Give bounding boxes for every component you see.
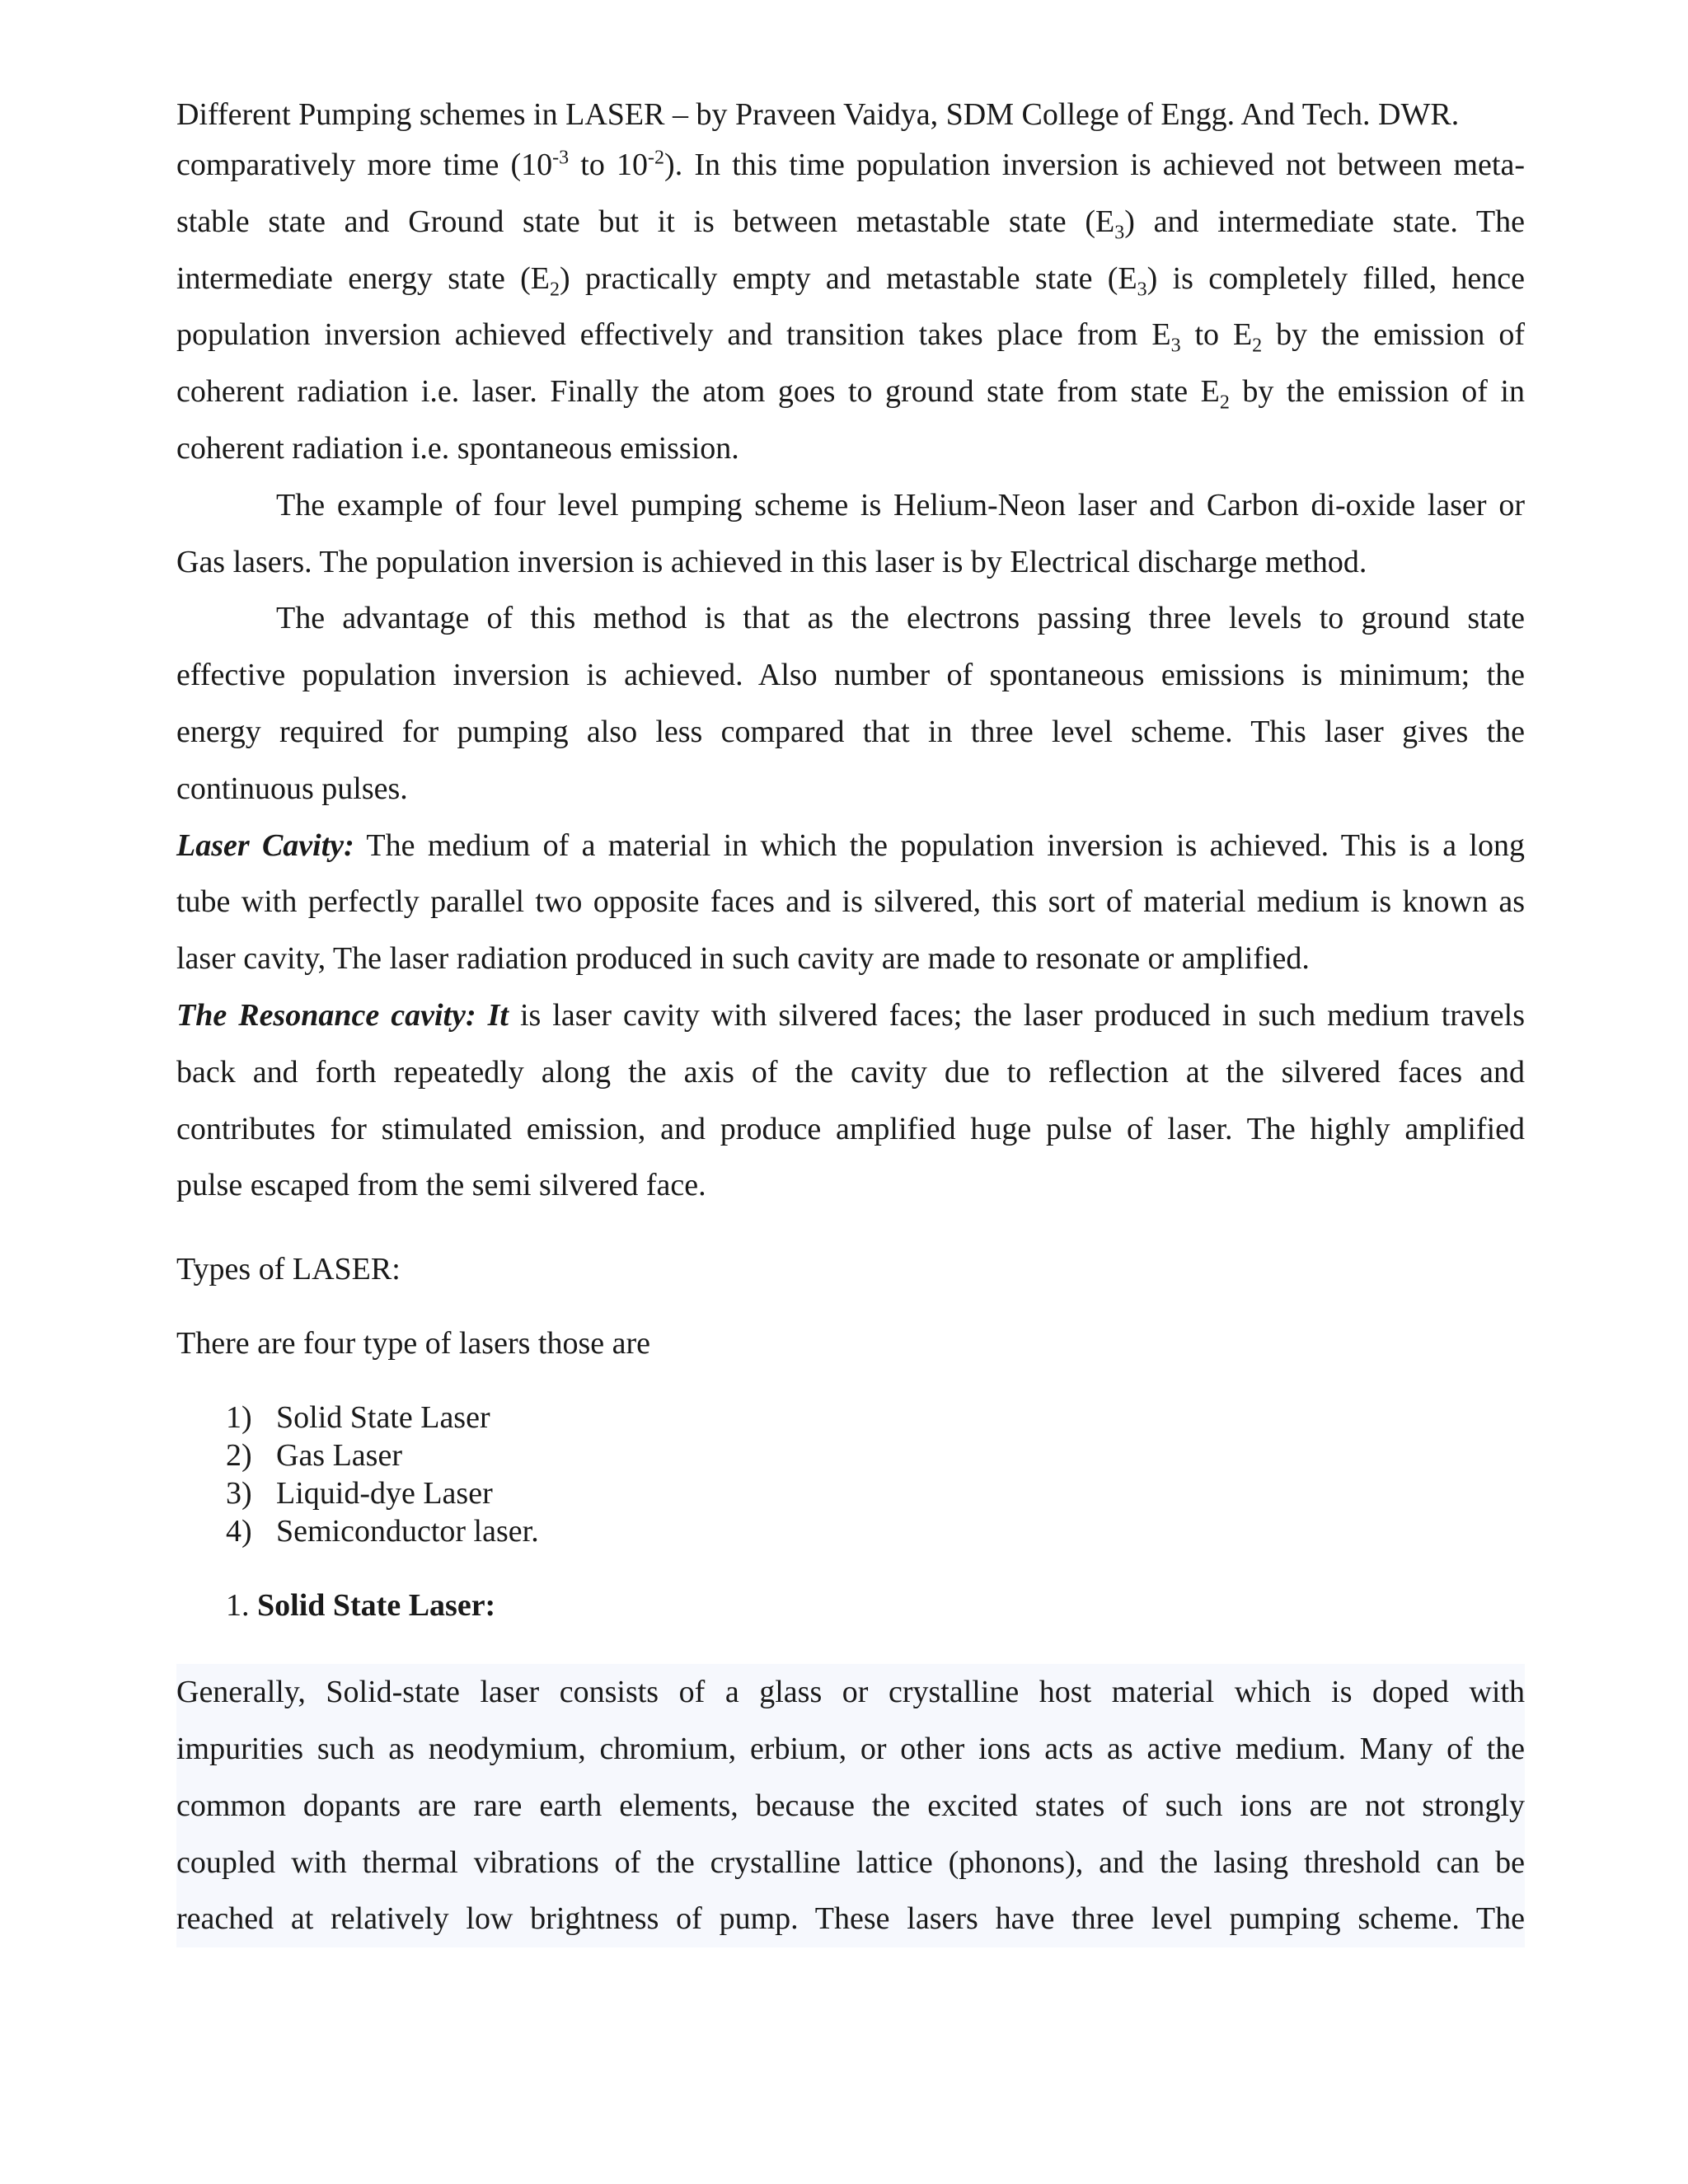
text-line: The Resonance cavity: It is laser cavity with silvered faces; the laser produced in such medium travels xyxy=(176,997,1525,1033)
text-line: Gas lasers. The population inversion is achieved in this laser is by Electrical discharge method. xyxy=(176,544,1367,579)
term-resonance-cavity: The Resonance cavity: It xyxy=(176,997,509,1033)
text-line: effective population inversion is achieved. Also number of spontaneous emissions is minimum; the xyxy=(176,658,1525,693)
text-line: coherent radiation i.e. laser. Finally the atom goes to ground state from state $E_2$ by the emission of in xyxy=(176,374,1525,414)
running-header: Different Pumping schemes in LASER – by Praveen Vaidya, SDM College of Engg. And Tech. DWR. xyxy=(176,97,1460,132)
list-item: 1) Solid State Laser xyxy=(226,1400,490,1436)
types-heading: Types of LASER: xyxy=(176,1252,401,1287)
text-line: population inversion achieved effectively and transition takes place from $E_3$ to $E_2$ by the emission of xyxy=(176,317,1525,357)
document-page xyxy=(176,92,1525,1947)
laser-types-list xyxy=(226,1399,1525,1550)
text-line: impurities such as neodymium, chromium, erbium, or other ions acts as active medium. Many of the xyxy=(176,1731,1525,1766)
text-line: laser cavity, The laser radiation produced in such cavity are made to resonate or amplified. xyxy=(176,941,1310,977)
text-line: Laser Cavity: The medium of a material in which the population inversion is achieved. This is a long xyxy=(176,827,1525,863)
text-line: back and forth repeatedly along the axis of the cavity due to reflection at the silvered faces and xyxy=(176,1054,1525,1090)
paragraph-four-level-continuation xyxy=(176,137,1525,477)
text-line: stable state and Ground state but it is between metastable state $(E_3)$ and intermediate state. The xyxy=(176,204,1525,244)
text-line: The example of four level pumping scheme is Helium-Neon laser and Carbon di-oxide laser or xyxy=(276,487,1525,523)
paragraph-laser-cavity xyxy=(176,818,1525,987)
paragraph-resonance-cavity xyxy=(176,987,1525,1214)
text-line: reached at relatively low brightness of pump. These lasers have three level pumping scheme. The xyxy=(176,1901,1525,1937)
text-line: common dopants are rare earth elements, because the excited states of such ions are not strongly xyxy=(176,1788,1525,1823)
types-intro: There are four type of lasers those are xyxy=(176,1326,650,1361)
list-item: 2) Gas Laser xyxy=(226,1438,402,1474)
paragraph-solid-state xyxy=(176,1664,1525,1947)
text-line: coupled with thermal vibrations of the crystalline lattice (phonons), and the lasing threshold can be xyxy=(176,1844,1525,1880)
text-line: coherent radiation i.e. spontaneous emission. xyxy=(176,430,739,466)
text-line: pulse escaped from the semi silvered face. xyxy=(176,1168,706,1203)
text-line: intermediate energy state $(E_2)$ practically empty and metastable state $(E_3)$ is completely filled, hence xyxy=(176,260,1525,301)
paragraph-advantage xyxy=(176,590,1525,817)
list-item: 3) Liquid-dye Laser xyxy=(226,1476,493,1511)
text-line: The advantage of this method is that as the electrons passing three levels to ground state xyxy=(276,601,1525,636)
term-laser-cavity: Laser Cavity: xyxy=(176,827,354,863)
section-heading-solid-state: 1. Solid State Laser: xyxy=(226,1588,496,1624)
text-line: continuous pulses. xyxy=(176,771,408,806)
text-line: contributes for stimulated emission, and produce amplified huge pulse of laser. The highly amplified xyxy=(176,1111,1525,1146)
list-item: 4) Semiconductor laser. xyxy=(226,1514,539,1549)
paragraph-four-level-example xyxy=(176,477,1525,591)
text-line: comparatively more time ($10^{-3}$ to $10^{-2}$). In this time population inversion is achieved not between meta- xyxy=(176,147,1525,182)
text-line: energy required for pumping also less compared that in three level scheme. This laser gives the xyxy=(176,714,1525,749)
text-line: Generally, Solid-state laser consists of a glass or crystalline host material which is doped with xyxy=(176,1675,1525,1710)
text-line: tube with perfectly parallel two opposite faces and is silvered, this sort of material medium is known as xyxy=(176,884,1525,920)
spacer xyxy=(176,1214,1525,1250)
